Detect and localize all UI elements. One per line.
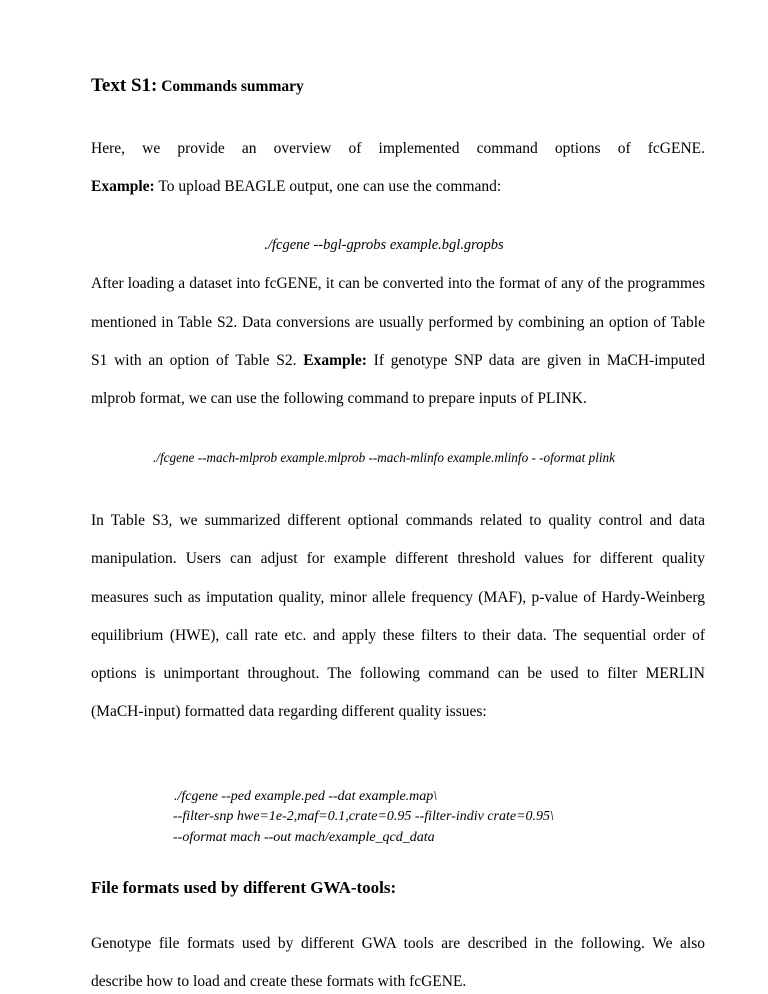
para2-line-1: After loading a dataset into fcGENE, it can be converted into the format of any of the programmes [91, 275, 705, 292]
para4-line-1: Genotype file formats used by different GWA tools are described in the following. We also [91, 935, 705, 952]
para3-line-6: (MaCH-input) formatted data regarding different quality issues: [91, 703, 487, 720]
section-heading: File formats used by different GWA-tools: [91, 878, 397, 897]
command-filter-line-1: ./fcgene --ped example.ped --dat example.map\ [174, 789, 438, 804]
title-sub: Commands summary [161, 78, 304, 95]
command-mach-mlprob: ./fcgene --mach-mlprob example.mlprob --mach-mlinfo example.mlinfo - -oformat plink [153, 450, 615, 465]
command-filter-line-2: --filter-snp hwe=1e-2,maf=0.1,crate=0.95 --filter-indiv crate=0.95\ [173, 809, 554, 824]
para3-line-4: equilibrium (HWE), call rate etc. and apply these filters to their data. The sequential order of [91, 627, 705, 644]
para2-line-4: mlprob format, we can use the following command to prepare inputs of PLINK. [91, 390, 587, 407]
title-main: Text S1: [91, 75, 158, 96]
example-label-2: Example: [303, 352, 367, 369]
para3-line-1: In Table S3, we summarized different optional commands related to quality control and data [91, 512, 705, 529]
example-text: To upload BEAGLE output, one can use the command: [158, 178, 502, 195]
para4-line-2: describe how to load and create these formats with fcGENE. [91, 973, 467, 990]
para2-line-3 [91, 351, 705, 371]
para2-line-3a: S1 with an option of Table S2. [91, 352, 297, 369]
example-label: Example: [91, 178, 155, 195]
para2-line-3b: If genotype SNP data are given in MaCH-imputed [373, 352, 706, 369]
para3-line-5: options is unimportant throughout. The following command can be used to filter MERLIN [91, 665, 705, 682]
para2-line-2: mentioned in Table S2. Data conversions are usually performed by combining an option of Table [91, 314, 705, 331]
page-title [91, 76, 304, 97]
para3-line-3: measures such as imputation quality, minor allele frequency (MAF), p-value of Hardy-Weinberg [91, 589, 705, 606]
command-bgl: ./fcgene --bgl-gprobs example.bgl.gropbs [264, 237, 504, 253]
overview-paragraph: Here, we provide an overview of implemented command options of fcGENE. [91, 140, 705, 157]
command-filter-line-3: --oformat mach --out mach/example_qcd_data [173, 830, 435, 845]
para3-line-2: manipulation. Users can adjust for example different threshold values for different quality [91, 550, 705, 567]
example-line-1 [91, 177, 501, 197]
